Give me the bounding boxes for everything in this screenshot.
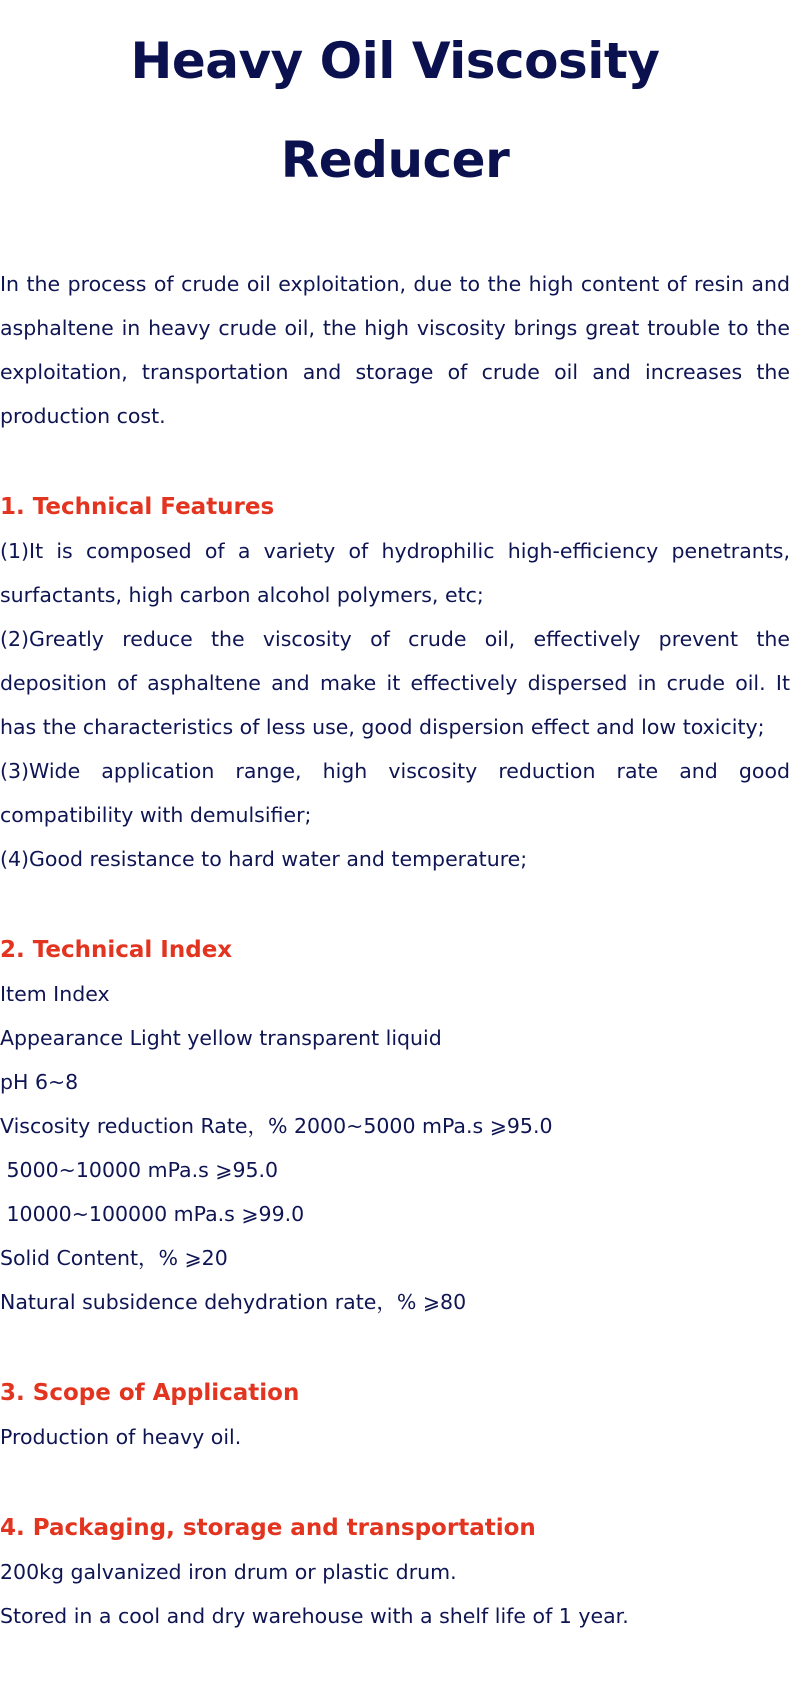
index-row: Viscosity reduction Rate，% 2000~5000 mPa.s ⩾95.0: [0, 1114, 553, 1138]
section-scope-of-application: [0, 1371, 790, 1459]
section-technical-features: [0, 485, 790, 881]
article-body: [0, 262, 790, 1638]
section-technical-index: [0, 928, 790, 1324]
storage-text: Stored in a cool and dry warehouse with a shelf life of 1 year.: [0, 1604, 629, 1628]
feature-item: (4)Good resistance to hard water and temperature;: [0, 847, 528, 871]
packaging-text: 200kg galvanized iron drum or plastic drum.: [0, 1560, 457, 1584]
section-heading: 4. Packaging, storage and transportation: [0, 1515, 536, 1541]
section-packaging: [0, 1506, 790, 1638]
index-row: 5000~10000 mPa.s ⩾95.0: [0, 1158, 279, 1182]
feature-item: (3)Wide application range, high viscosity reduction rate and good compatibility with demulsifier;: [0, 759, 790, 827]
index-row: Appearance Light yellow transparent liquid: [0, 1026, 442, 1050]
section-heading: 2. Technical Index: [0, 937, 233, 963]
section-heading: 3. Scope of Application: [0, 1380, 300, 1406]
feature-item: (2)Greatly reduce the viscosity of crude oil, effectively prevent the deposition of asphaltene and make it effectively dispersed in crude oil. It has the characteristics of less use, good dispersion effect and low toxicity;: [0, 627, 790, 739]
index-row: 10000~100000 mPa.s ⩾99.0: [0, 1202, 305, 1226]
section-heading: 1. Technical Features: [0, 494, 275, 520]
index-row: Natural subsidence dehydration rate，% ⩾80: [0, 1290, 467, 1314]
intro-paragraph: In the process of crude oil exploitation, due to the high content of resin and asphaltene in heavy crude oil, the high viscosity brings great trouble to the exploitation, transportation and storage of crude oil and increases the production cost.: [0, 272, 790, 428]
index-row: pH 6~8: [0, 1070, 79, 1094]
feature-item: (1)It is composed of a variety of hydrophilic high-efficiency penetrants, surfactants, high carbon alcohol polymers, etc;: [0, 539, 790, 607]
index-row: Solid Content，% ⩾20: [0, 1246, 228, 1270]
scope-text: Production of heavy oil.: [0, 1425, 242, 1449]
page-title: Heavy Oil Viscosity Reducer: [130, 32, 660, 189]
index-row: Item Index: [0, 982, 110, 1006]
